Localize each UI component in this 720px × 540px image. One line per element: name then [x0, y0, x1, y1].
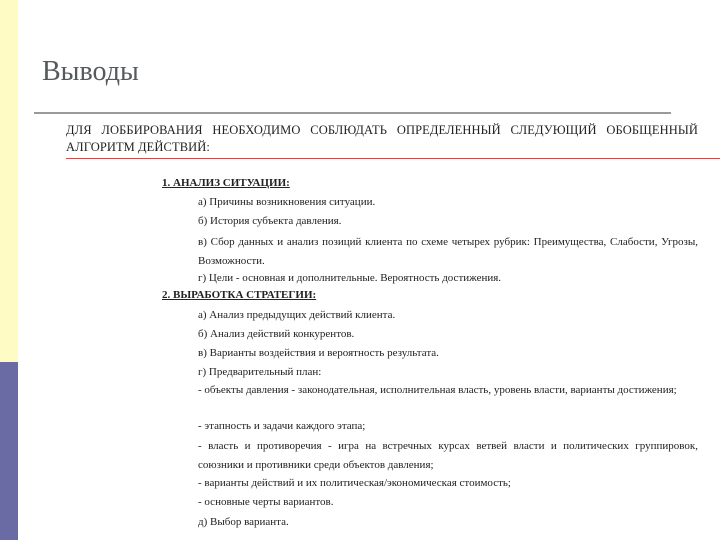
list-item: б) История субъекта давления.	[198, 215, 342, 227]
list-item: г) Предварительный план:	[198, 366, 322, 378]
intro-text: ДЛЯ ЛОББИРОВАНИЯ НЕОБХОДИМО СОБЛЮДАТЬ ОПРЕДЕЛЕННЫЙ СЛЕДУЮЩИЙ ОБОБЩЕННЫЙ АЛГОРИТМ ДЕЙСТВИЙ:	[66, 123, 698, 154]
list-item: в) Сбор данных и анализ позиций клиента по схеме четырех рубрик: Преимущества, Слабости, Угрозы, Возможности.	[198, 236, 698, 267]
list-item: а) Анализ предыдущих действий клиента.	[198, 309, 396, 321]
list-item: б) Анализ действий конкурентов.	[198, 328, 355, 340]
slide-title: Выводы	[42, 56, 139, 87]
section-heading-strategy: 2. ВЫРАБОТКА СТРАТЕГИИ:	[162, 289, 317, 301]
list-item: г) Цели - основная и дополнительные. Вероятность достижения.	[198, 272, 502, 284]
list-item: в) Варианты воздействия и вероятность результата.	[198, 347, 439, 359]
list-item: - власть и противоречия - игра на встречных курсах ветвей власти и политических группировок, союзники и противники среди объектов давления;	[198, 440, 698, 471]
title-divider	[34, 112, 671, 114]
list-item: - объекты давления - законодательная, исполнительная власть, уровень власти, варианты достижения;	[198, 384, 677, 396]
section-heading-analysis: 1. АНАЛИЗ СИТУАЦИИ:	[162, 177, 290, 189]
list-item: д) Выбор варианта.	[198, 516, 289, 528]
list-item: - основные черты вариантов.	[198, 496, 334, 508]
side-bar-yellow	[0, 0, 18, 362]
side-bar-purple	[0, 362, 18, 540]
list-item: - этапность и задачи каждого этапа;	[198, 420, 366, 432]
list-item: - варианты действий и их политическая/экономическая стоимость;	[198, 477, 511, 489]
intro-divider	[66, 158, 720, 159]
list-item: а) Причины возникновения ситуации.	[198, 196, 376, 208]
